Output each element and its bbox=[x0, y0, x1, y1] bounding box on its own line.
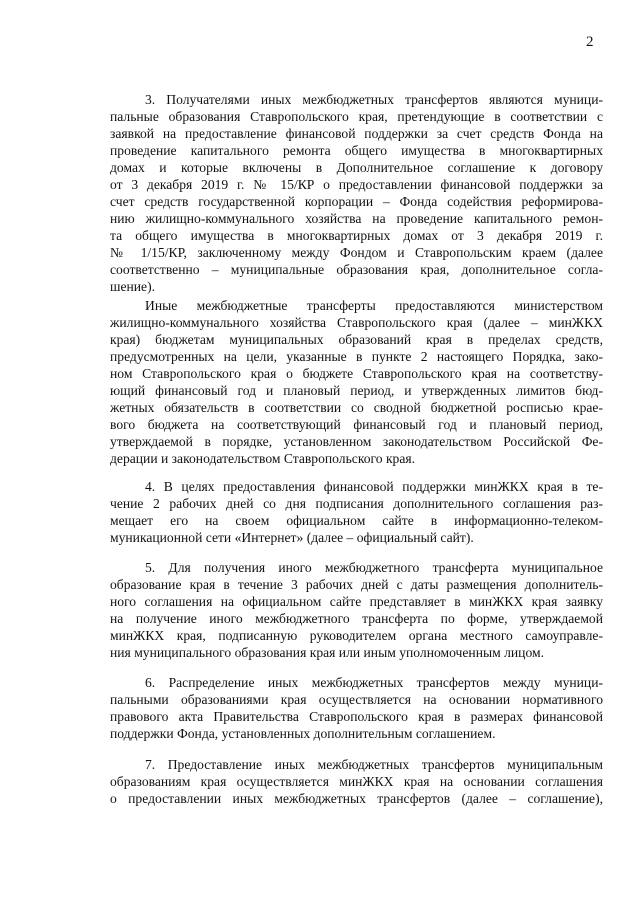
paragraph-transfers-line: жилищно-коммунального хозяйства Ставропольского края (далее – минЖКХ bbox=[110, 315, 603, 330]
paragraph-5-line: ния муниципального образования края или иным уполномоченным лицом. bbox=[110, 645, 544, 660]
paragraph-3-line: домах и которые включены в Дополнительное соглашение к договору bbox=[110, 160, 603, 175]
paragraph-transfers-line: утверждаемой в порядке, установленном законодательством Российской Фе- bbox=[110, 434, 603, 449]
paragraph-4-line: чение 2 рабочих дней со дня подписания дополнительного соглашения раз- bbox=[110, 496, 603, 511]
paragraph-transfers-line: Иные межбюджетные трансферты предоставляются министерством bbox=[145, 298, 603, 313]
paragraph-5-line: минЖКХ края, подписанную руководителем органа местного самоуправле- bbox=[110, 628, 603, 643]
paragraph-transfers-line: дерации и законодательством Ставропольского края. bbox=[110, 451, 416, 466]
paragraph-transfers-line: предусмотренных на цели, указанные в пункте 2 настоящего Порядка, зако- bbox=[110, 349, 603, 364]
paragraph-3-line: пальные образования Ставропольского края, претендующие в соответствии с bbox=[110, 109, 603, 124]
paragraph-3-line: шение). bbox=[110, 279, 156, 294]
paragraph-5-line: ного соглашения на официальном сайте представляет в минЖКХ края заявку bbox=[110, 594, 603, 609]
paragraph-3-line: № 1/15/КР, заключенному между Фондом и Ставропольским краем (далее bbox=[110, 245, 603, 260]
paragraph-6-line: поддержки Фонда, установленных дополнительным соглашением. bbox=[110, 726, 496, 741]
paragraph-4-line: мещает его на своем официальном сайте в информационно-телеком- bbox=[110, 513, 603, 528]
paragraph-6-line: правового акта Правительства Ставропольского края в размерах финансовой bbox=[110, 709, 603, 724]
paragraph-transfers-line: края) бюджетам муниципальных образований края в пределах средств, bbox=[110, 332, 603, 347]
paragraph-7-line: образованиям края осуществляется минЖКХ края на основании соглашения bbox=[110, 774, 603, 789]
paragraph-7-line: о предоставлении иных межбюджетных трансфертов (далее – соглашение), bbox=[110, 791, 603, 806]
paragraph-4-line: муникационной сети «Интернет» (далее – официальный сайт). bbox=[110, 530, 474, 545]
paragraph-3-line: счет средств государственной корпорации – Фонда содействия реформирова- bbox=[110, 194, 603, 209]
paragraph-7-line: 7. Предоставление иных межбюджетных трансфертов муниципальным bbox=[145, 757, 603, 772]
page-number: 2 bbox=[586, 34, 594, 50]
paragraph-6-line: 6. Распределение иных межбюджетных трансфертов между муници- bbox=[145, 675, 603, 690]
paragraph-3-line: соответственно – муниципальные образования края, дополнительное согла- bbox=[110, 262, 603, 277]
paragraph-5-line: 5. Для получения иного межбюджетного трансферта муниципальное bbox=[145, 560, 603, 575]
paragraph-transfers-line: ном Ставропольского края о бюджете Ставропольского края на соответству- bbox=[110, 366, 603, 381]
paragraph-5-line: образование края в течение 3 рабочих дней с даты размещения дополнитель- bbox=[110, 577, 603, 592]
paragraph-3-line: от 3 декабря 2019 г. № 15/КР о предоставлении финансовой поддержки за bbox=[110, 177, 603, 192]
paragraph-3-line: 3. Получателями иных межбюджетных трансфертов являются муници- bbox=[145, 92, 603, 107]
paragraph-transfers-line: вого бюджета на соответствующий финансовый год и плановый период, bbox=[110, 417, 603, 432]
paragraph-3-line: нию жилищно-коммунального хозяйства на проведение капитального ремон- bbox=[110, 211, 603, 226]
paragraph-6-line: пальными образованиями края осуществляется на основании нормативного bbox=[110, 692, 603, 707]
paragraph-5-line: на получение иного межбюджетного трансферта по форме, утверждаемой bbox=[110, 611, 603, 626]
paragraph-3-line: заявкой на предоставление финансовой поддержки за счет средств Фонда на bbox=[110, 126, 603, 141]
paragraph-transfers-line: ющий финансовый год и плановый период, и утвержденных лимитов бюд- bbox=[110, 383, 603, 398]
paragraph-3-line: проведение капитального ремонта общего имущества в многоквартирных bbox=[110, 143, 603, 158]
paragraph-4-line: 4. В целях предоставления финансовой поддержки минЖКХ края в те- bbox=[145, 479, 603, 494]
paragraph-transfers-line: жетных обязательств в соответствии со сводной бюджетной росписью крае- bbox=[110, 400, 603, 415]
paragraph-3-line: та общего имущества в многоквартирных домах от 3 декабря 2019 г. bbox=[110, 228, 603, 243]
